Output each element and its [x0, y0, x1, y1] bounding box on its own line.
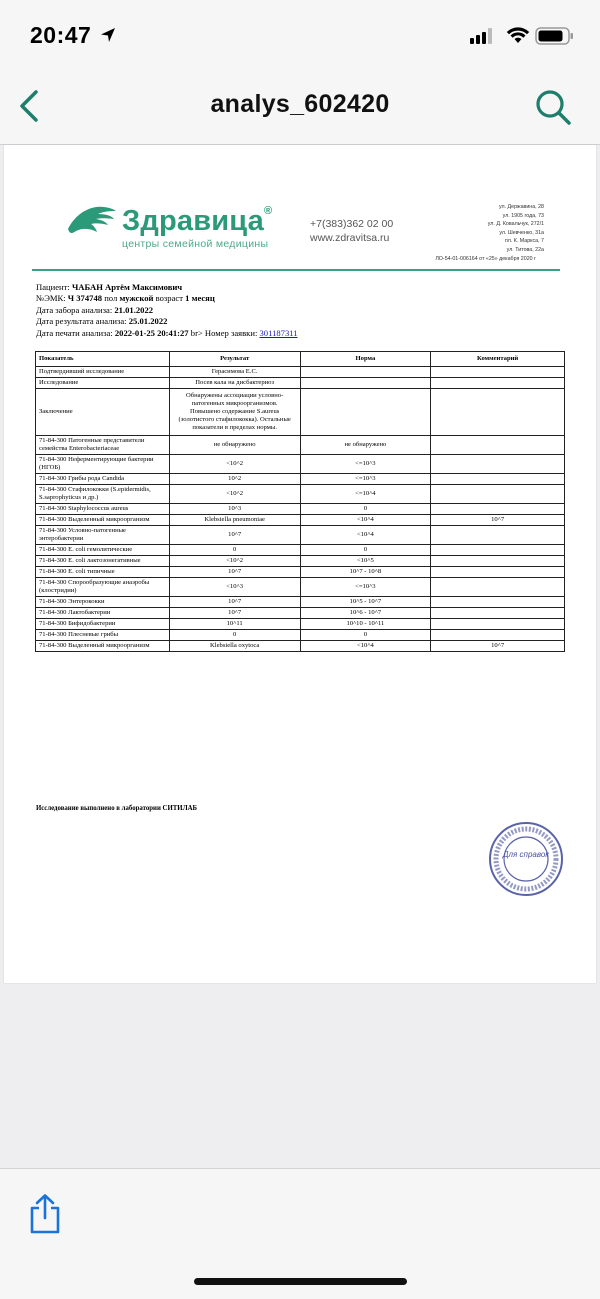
brand-tagline: центры семейной медицины: [122, 238, 269, 250]
table-row: [36, 485, 565, 504]
hand-logo-icon: [66, 203, 118, 237]
norm-cell: <=10^4: [300, 485, 431, 504]
norm-cell: 10^5 - 10^7: [300, 597, 431, 608]
indicator-cell: 71-84-300 Плесневые грибы: [36, 630, 170, 641]
norm-cell: [300, 378, 431, 389]
lab-stamp-icon: [488, 821, 564, 897]
table-row: [36, 556, 565, 567]
result-cell: 10^7: [169, 526, 300, 545]
status-time: 20:47: [30, 22, 92, 48]
indicator-cell: 71-84-300 Staphylococcus aureus: [36, 504, 170, 515]
comment-cell: [431, 619, 565, 630]
result-cell: 0: [169, 630, 300, 641]
result-cell: <10^2: [169, 485, 300, 504]
clinic-website: www.zdravitsa.ru: [310, 232, 390, 244]
battery-icon: [535, 27, 575, 45]
label: br> Номер заявки:: [190, 327, 258, 338]
location-arrow-icon: [99, 26, 117, 44]
patient-name: ЧАБАН Артём Максимович: [71, 282, 183, 292]
label: №ЭМК:: [36, 293, 66, 304]
norm-cell: 10^7 - 10^8: [300, 567, 431, 578]
table-row: [36, 545, 565, 556]
comment-cell: [431, 378, 565, 389]
column-header: Комментарий: [431, 352, 565, 367]
comment-cell: [431, 436, 565, 455]
table-row: [36, 474, 565, 485]
result-cell: не обнаружено: [169, 436, 300, 455]
print-date-line: [36, 328, 298, 339]
indicator-cell: 71-84-300 E. coli типичные: [36, 567, 170, 578]
navigation-bar: [0, 70, 600, 145]
result-date-line: [36, 316, 298, 327]
table-row: [36, 597, 565, 608]
comment-cell: [431, 474, 565, 485]
table-row: [36, 526, 565, 545]
norm-cell: 10^10 - 10^11: [300, 619, 431, 630]
indicator-cell: 71-84-300 Спорообразующие анаэробы (клостридии): [36, 578, 170, 597]
indicator-cell: 71-84-300 Лактобактерии: [36, 608, 170, 619]
result-cell: 10^7: [169, 597, 300, 608]
patient-age: 1 месяц: [185, 293, 215, 304]
norm-cell: <10^5: [300, 556, 431, 567]
address-line: ул. 1905 года, 73: [502, 212, 544, 219]
indicator-cell: 71-84-300 Грибы рода Candida: [36, 474, 170, 485]
comment-cell: [431, 389, 565, 436]
result-cell: 10^11: [169, 619, 300, 630]
norm-cell: <10^4: [300, 515, 431, 526]
table-row: [36, 455, 565, 474]
document-page[interactable]: [4, 145, 596, 983]
comment-cell: [431, 504, 565, 515]
comment-cell: [431, 578, 565, 597]
column-header: Норма: [300, 352, 431, 367]
document-title: analys_602420: [210, 90, 390, 118]
comment-cell: [431, 455, 565, 474]
table-header-row: [36, 352, 565, 367]
patient-info: [36, 282, 298, 339]
indicator-cell: 71-84-300 Условно-патогенные энтеробактерии: [36, 526, 170, 545]
label: Дата результата анализа:: [36, 316, 127, 327]
lab-note: Исследование выполнено в лаборатории СИТИЛАБ: [36, 805, 198, 812]
comment-cell: [431, 526, 565, 545]
result-cell: 10^7: [169, 567, 300, 578]
bottom-toolbar: [0, 1168, 600, 1299]
comment-cell: [431, 608, 565, 619]
clinic-phone: +7(383)362 02 00: [310, 218, 394, 230]
result-cell: Обнаружены ассоциации условно-патогенных микроорганизмов. Повышено содержание S.aureus (золотистого стафилококка). Остальные показатели в пределах нормы.: [169, 389, 300, 436]
cellular-signal-icon: [470, 28, 496, 44]
stamp-text: Для справок: [502, 850, 550, 859]
table-row: [36, 436, 565, 455]
emk-number: Ч 374748: [67, 293, 103, 304]
result-cell: <10^3: [169, 578, 300, 597]
indicator-cell: 71-84-300 Неферментирующие бактерии (НГОБ): [36, 455, 170, 474]
comment-cell: [431, 597, 565, 608]
table-row: [36, 378, 565, 389]
indicator-cell: 71-84-300 Стафилококки (S.epidermidis, S.saprophyticus и др.): [36, 485, 170, 504]
comment-cell: [431, 556, 565, 567]
patient-emk-line: [36, 293, 298, 304]
norm-cell: 0: [300, 630, 431, 641]
result-cell: Посев кала на дисбактериоз: [169, 378, 300, 389]
wifi-icon: [506, 26, 530, 44]
result-cell: 10^7: [169, 608, 300, 619]
address-line: ул. Титова, 22а: [506, 246, 544, 253]
indicator-cell: Подтвердивший исследование: [36, 367, 170, 378]
table-body: [36, 367, 565, 652]
norm-cell: [300, 367, 431, 378]
table-row: [36, 608, 565, 619]
order-number-link[interactable]: 301187311: [259, 327, 298, 338]
indicator-cell: Исследование: [36, 378, 170, 389]
brand-mark: ®: [263, 205, 273, 217]
norm-cell: <=10^3: [300, 578, 431, 597]
brand-name: [122, 205, 272, 238]
table-row: [36, 578, 565, 597]
table-row: [36, 567, 565, 578]
comment-cell: [431, 630, 565, 641]
comment-cell: [431, 567, 565, 578]
home-indicator[interactable]: [194, 1278, 407, 1285]
indicator-cell: 71-84-300 Выделенный микроорганизм: [36, 515, 170, 526]
address-line: ул. Д. Ковальчук, 272/1: [487, 221, 544, 228]
indicator-cell: 71-84-300 Патогенные представители семейства Enterobacteriaceae: [36, 436, 170, 455]
indicator-cell: 71-84-300 Выделенный микроорганизм: [36, 641, 170, 652]
label: пол: [104, 293, 118, 304]
norm-cell: <10^4: [300, 526, 431, 545]
comment-cell: 10^7: [431, 641, 565, 652]
table-row: [36, 389, 565, 436]
collected-date: 21.01.2022: [114, 304, 154, 315]
result-date: 25.01.2022: [128, 316, 168, 327]
table-row: [36, 630, 565, 641]
table-row: [36, 367, 565, 378]
label: Дата печати анализа:: [36, 327, 113, 338]
search-icon[interactable]: [532, 86, 574, 128]
comment-cell: [431, 545, 565, 556]
indicator-cell: 71-84-300 E. coli лактозонегативные: [36, 556, 170, 567]
norm-cell: не обнаружено: [300, 436, 431, 455]
comment-cell: [431, 367, 565, 378]
results-table: [35, 351, 565, 652]
patient-sex: мужской: [119, 293, 154, 304]
indicator-cell: 71-84-300 Энтерококки: [36, 597, 170, 608]
table-row: [36, 641, 565, 652]
brand-text: Здравица: [122, 205, 264, 237]
address-line: пл. К. Маркса, 7: [504, 238, 544, 245]
collected-date-line: [36, 305, 298, 316]
label: Пациент:: [36, 282, 70, 292]
header-divider: [32, 269, 560, 271]
address-line: ул. Шевченко, 31а: [499, 229, 544, 236]
patient-name-line: [36, 282, 298, 293]
label: Дата забора анализа:: [36, 304, 113, 315]
address-line: ул. Державина, 28: [498, 204, 544, 210]
result-cell: Klebsiella pneumoniae: [169, 515, 300, 526]
result-cell: <10^2: [169, 455, 300, 474]
table-row: [36, 504, 565, 515]
indicator-cell: 71-84-300 E. coli гемолитические: [36, 545, 170, 556]
license-number: ЛО-54-01-006164 от «25» декабря 2020 г: [435, 256, 536, 262]
table-row: [36, 515, 565, 526]
norm-cell: 0: [300, 504, 431, 515]
clinic-addresses: [488, 203, 544, 255]
comment-cell: [431, 485, 565, 504]
indicator-cell: 71-84-300 Бифидобактерии: [36, 619, 170, 630]
column-header: Показатель: [36, 352, 170, 367]
share-icon[interactable]: [28, 1193, 62, 1235]
table-row: [36, 619, 565, 630]
comment-cell: 10^7: [431, 515, 565, 526]
norm-cell: 0: [300, 545, 431, 556]
result-cell: Klebsiella oxytoca: [169, 641, 300, 652]
label: возраст: [155, 293, 183, 304]
result-cell: 10^2: [169, 474, 300, 485]
result-cell: Герасимова Е.С.: [169, 367, 300, 378]
print-date: 2022-01-25 20:41:27: [114, 327, 189, 338]
norm-cell: <10^4: [300, 641, 431, 652]
result-cell: 10^3: [169, 504, 300, 515]
indicator-cell: Заключение: [36, 389, 170, 436]
norm-cell: 10^6 - 10^7: [300, 608, 431, 619]
result-cell: <10^2: [169, 556, 300, 567]
result-cell: 0: [169, 545, 300, 556]
status-bar: [0, 0, 600, 70]
column-header: Результат: [169, 352, 300, 367]
norm-cell: <=10^3: [300, 474, 431, 485]
norm-cell: [300, 389, 431, 436]
norm-cell: <=10^3: [300, 455, 431, 474]
